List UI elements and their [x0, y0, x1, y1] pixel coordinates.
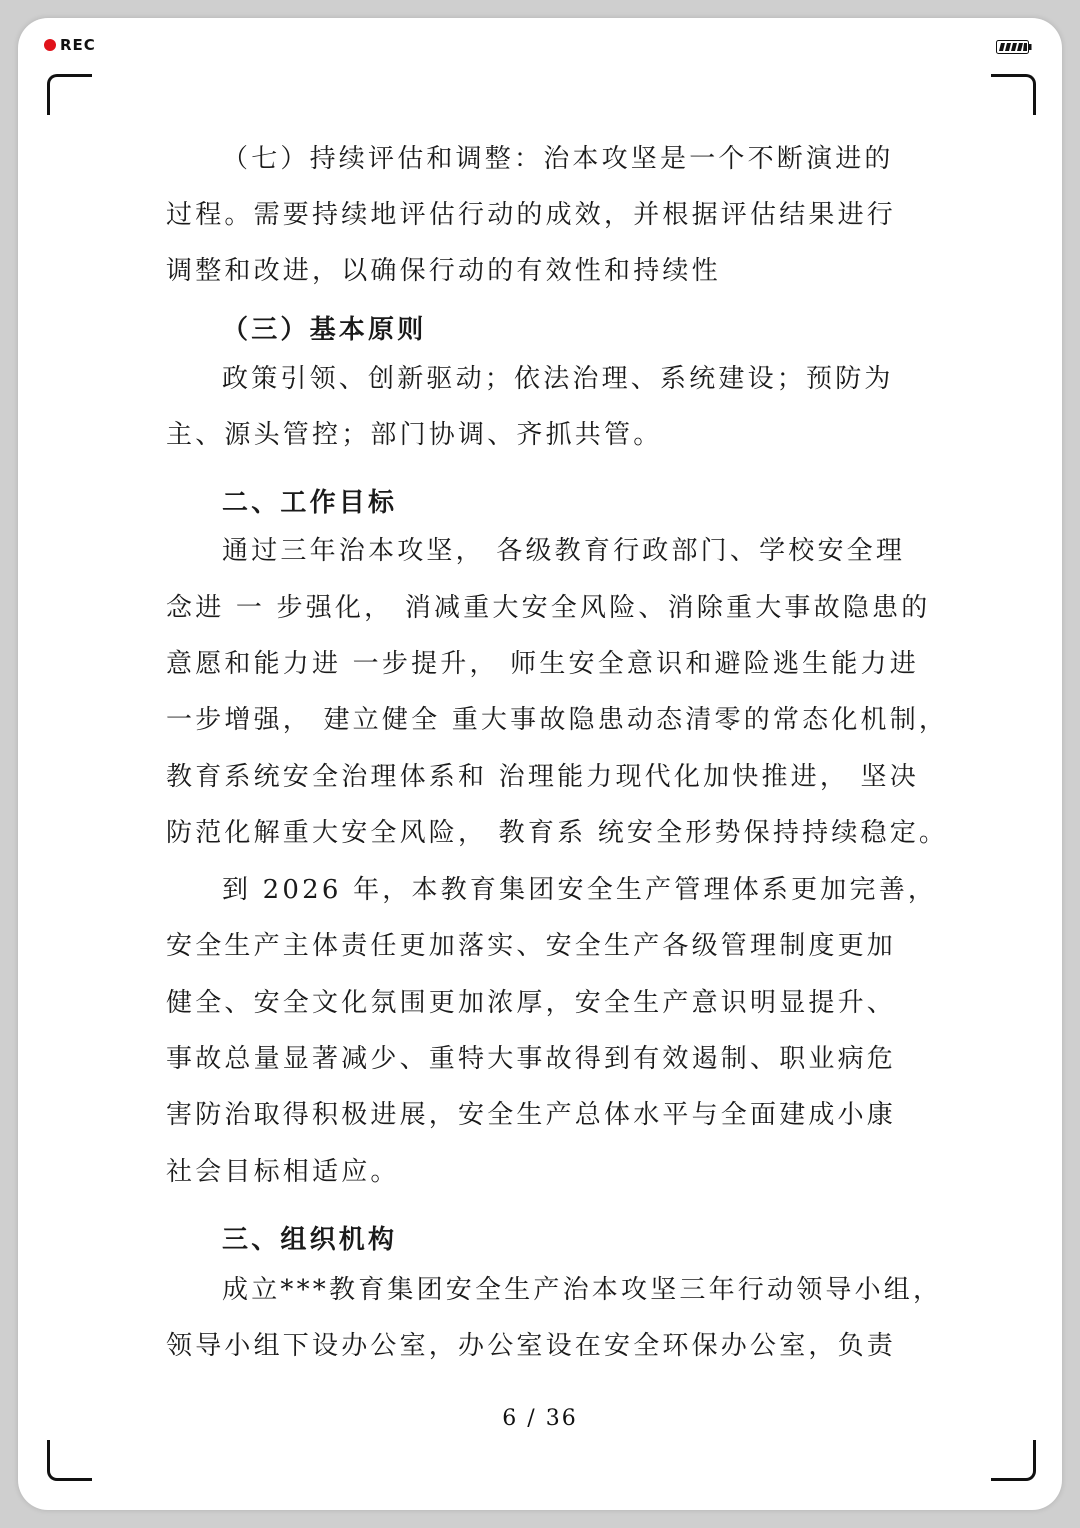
paragraph-line: 念进 一 步强化， 消减重大安全风险、消除重大事故隐患的 [166, 593, 931, 623]
viewfinder-corner-top-left [47, 74, 92, 115]
viewfinder-corner-bottom-left [47, 1440, 92, 1481]
paragraph-line: 主、源头管控；部门协调、齐抓共管。 [166, 420, 663, 450]
paragraph-line: 调整和改进，以确保行动的有效性和持续性 [166, 256, 721, 286]
paragraph-line: 意愿和能力进 一步提升， 师生安全意识和避险逃生能力进 [166, 649, 919, 679]
paragraph-line: 害防治取得积极进展，安全生产总体水平与全面建成小康 [166, 1100, 897, 1130]
record-dot-icon [44, 39, 56, 51]
paragraph-line: 通过三年治本攻坚， 各级教育行政部门、学校安全理 [222, 536, 906, 566]
paragraph-line: 健全、安全文化氛围更加浓厚，安全生产意识明显提升、 [166, 988, 897, 1018]
recording-indicator [44, 36, 96, 54]
page-number: 6 / 36 [502, 1406, 578, 1431]
section-heading: （三）基本原则 [222, 315, 427, 345]
paragraph-line: 一步增强， 建立健全 重大事故隐患动态清零的常态化机制， [166, 705, 949, 735]
battery-full-icon [996, 40, 1032, 54]
viewfinder-corner-top-right [991, 74, 1036, 115]
paragraph-line: 成立***教育集团安全生产治本攻坚三年行动领导小组， [222, 1275, 943, 1305]
paragraph-line: 到 2026 年，本教育集团安全生产管理体系更加完善， [222, 875, 938, 905]
paragraph-line: 教育系统安全治理体系和 治理能力现代化加快推进， 坚决 [166, 762, 919, 792]
paragraph-line: 安全生产主体责任更加落实、安全生产各级管理制度更加 [166, 931, 897, 961]
rec-label: REC [60, 36, 96, 54]
paragraph-line: 社会目标相适应。 [166, 1157, 400, 1187]
section-heading: 三、组织机构 [222, 1225, 398, 1255]
paragraph-line: 防范化解重大安全风险， 教育系 统安全形势保持持续稳定。 [166, 818, 949, 848]
viewfinder-corner-bottom-right [991, 1440, 1036, 1481]
paragraph-line: 事故总量显著减少、重特大事故得到有效遏制、职业病危 [166, 1044, 897, 1074]
paragraph-line: 政策引领、创新驱动；依法治理、系统建设；预防为 [222, 364, 894, 394]
paragraph-line: 领导小组下设办公室，办公室设在安全环保办公室，负责 [166, 1331, 897, 1361]
section-heading: 二、工作目标 [222, 488, 398, 518]
paragraph-line: （七）持续评估和调整：治本攻坚是一个不断演进的 [222, 144, 894, 174]
paragraph-line: 过程。需要持续地评估行动的成效，并根据评估结果进行 [166, 200, 897, 230]
